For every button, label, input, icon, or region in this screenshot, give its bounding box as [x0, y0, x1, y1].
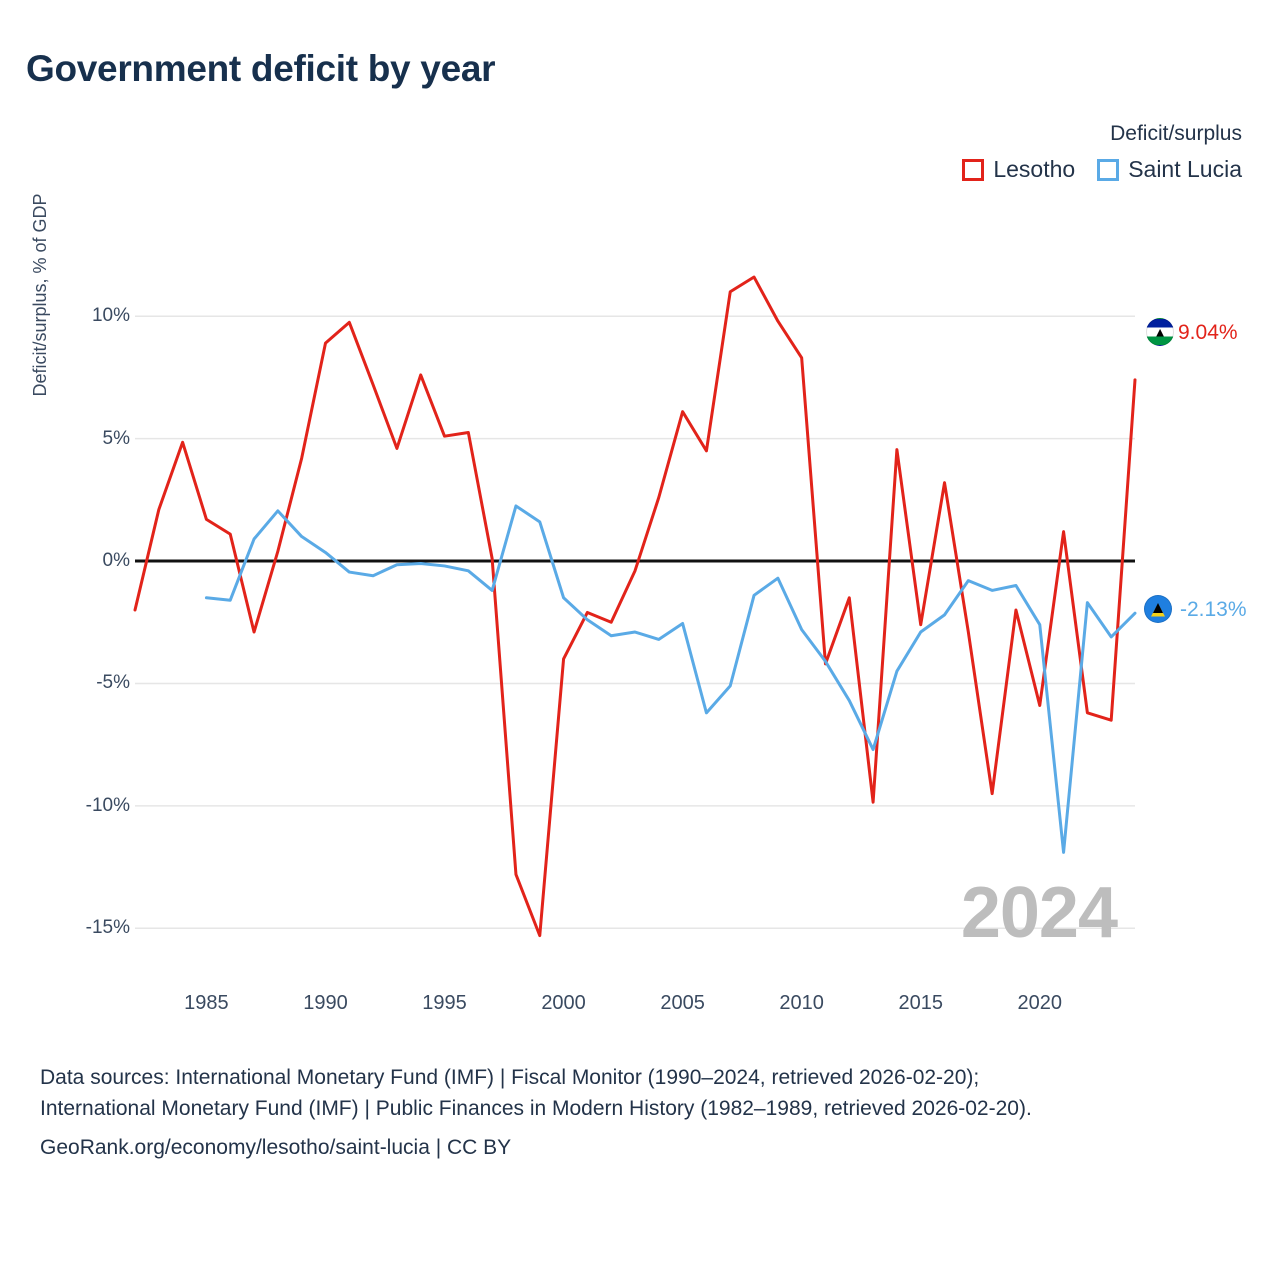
footer-sources: [40, 1062, 1240, 1163]
footer-line-2: International Monetary Fund (IMF) | Public Finances in Modern History (1982–1989, retrieved 2026-02-20).: [40, 1097, 1032, 1120]
legend-label-saint-lucia: Saint Lucia: [1128, 156, 1242, 182]
lesotho-hat-glyph: ▲: [1153, 324, 1167, 340]
legend-title: Deficit/surplus: [1110, 122, 1242, 145]
page-title: Government deficit by year: [26, 48, 496, 89]
saint-lucia-flag-icon: [1144, 595, 1172, 623]
x-tick-label: 1995: [422, 992, 467, 1014]
series-line-lesotho: [135, 277, 1135, 936]
footer-line-3: GeoRank.org/economy/lesotho/saint-lucia | CC BY: [40, 1136, 512, 1159]
y-tick-label: 5%: [102, 427, 130, 449]
saint-lucia-end-value: -2.13%: [1180, 598, 1247, 621]
series-line-saint-lucia: [206, 506, 1135, 852]
year-watermark: 2024: [960, 873, 1117, 953]
y-tick-label: -5%: [96, 672, 130, 694]
legend-label-lesotho: Lesotho: [993, 156, 1076, 182]
lesotho-flag-icon: [1146, 318, 1174, 346]
y-tick-label: -10%: [85, 794, 130, 816]
x-tick-label: 2010: [779, 992, 824, 1014]
y-axis-label: Deficit/surplus, % of GDP: [30, 193, 50, 397]
saint-lucia-black-triangle: [1153, 603, 1163, 613]
x-tick-label: 1985: [184, 992, 229, 1014]
x-tick-label: 2000: [541, 992, 586, 1014]
y-tick-label: 10%: [91, 305, 130, 327]
x-tick-label: 2005: [660, 992, 705, 1014]
x-tick-label: 1990: [303, 992, 348, 1014]
lesotho-end-value: 9.04%: [1178, 321, 1238, 344]
footer-line-1: Data sources: International Monetary Fund (IMF) | Fiscal Monitor (1990–2024, retrieved 2026-02-20);: [40, 1066, 980, 1089]
y-tick-label: -15%: [85, 917, 130, 939]
y-tick-label: 0%: [102, 550, 130, 572]
x-tick-label: 2020: [1017, 992, 1062, 1014]
x-tick-label: 2015: [898, 992, 943, 1014]
